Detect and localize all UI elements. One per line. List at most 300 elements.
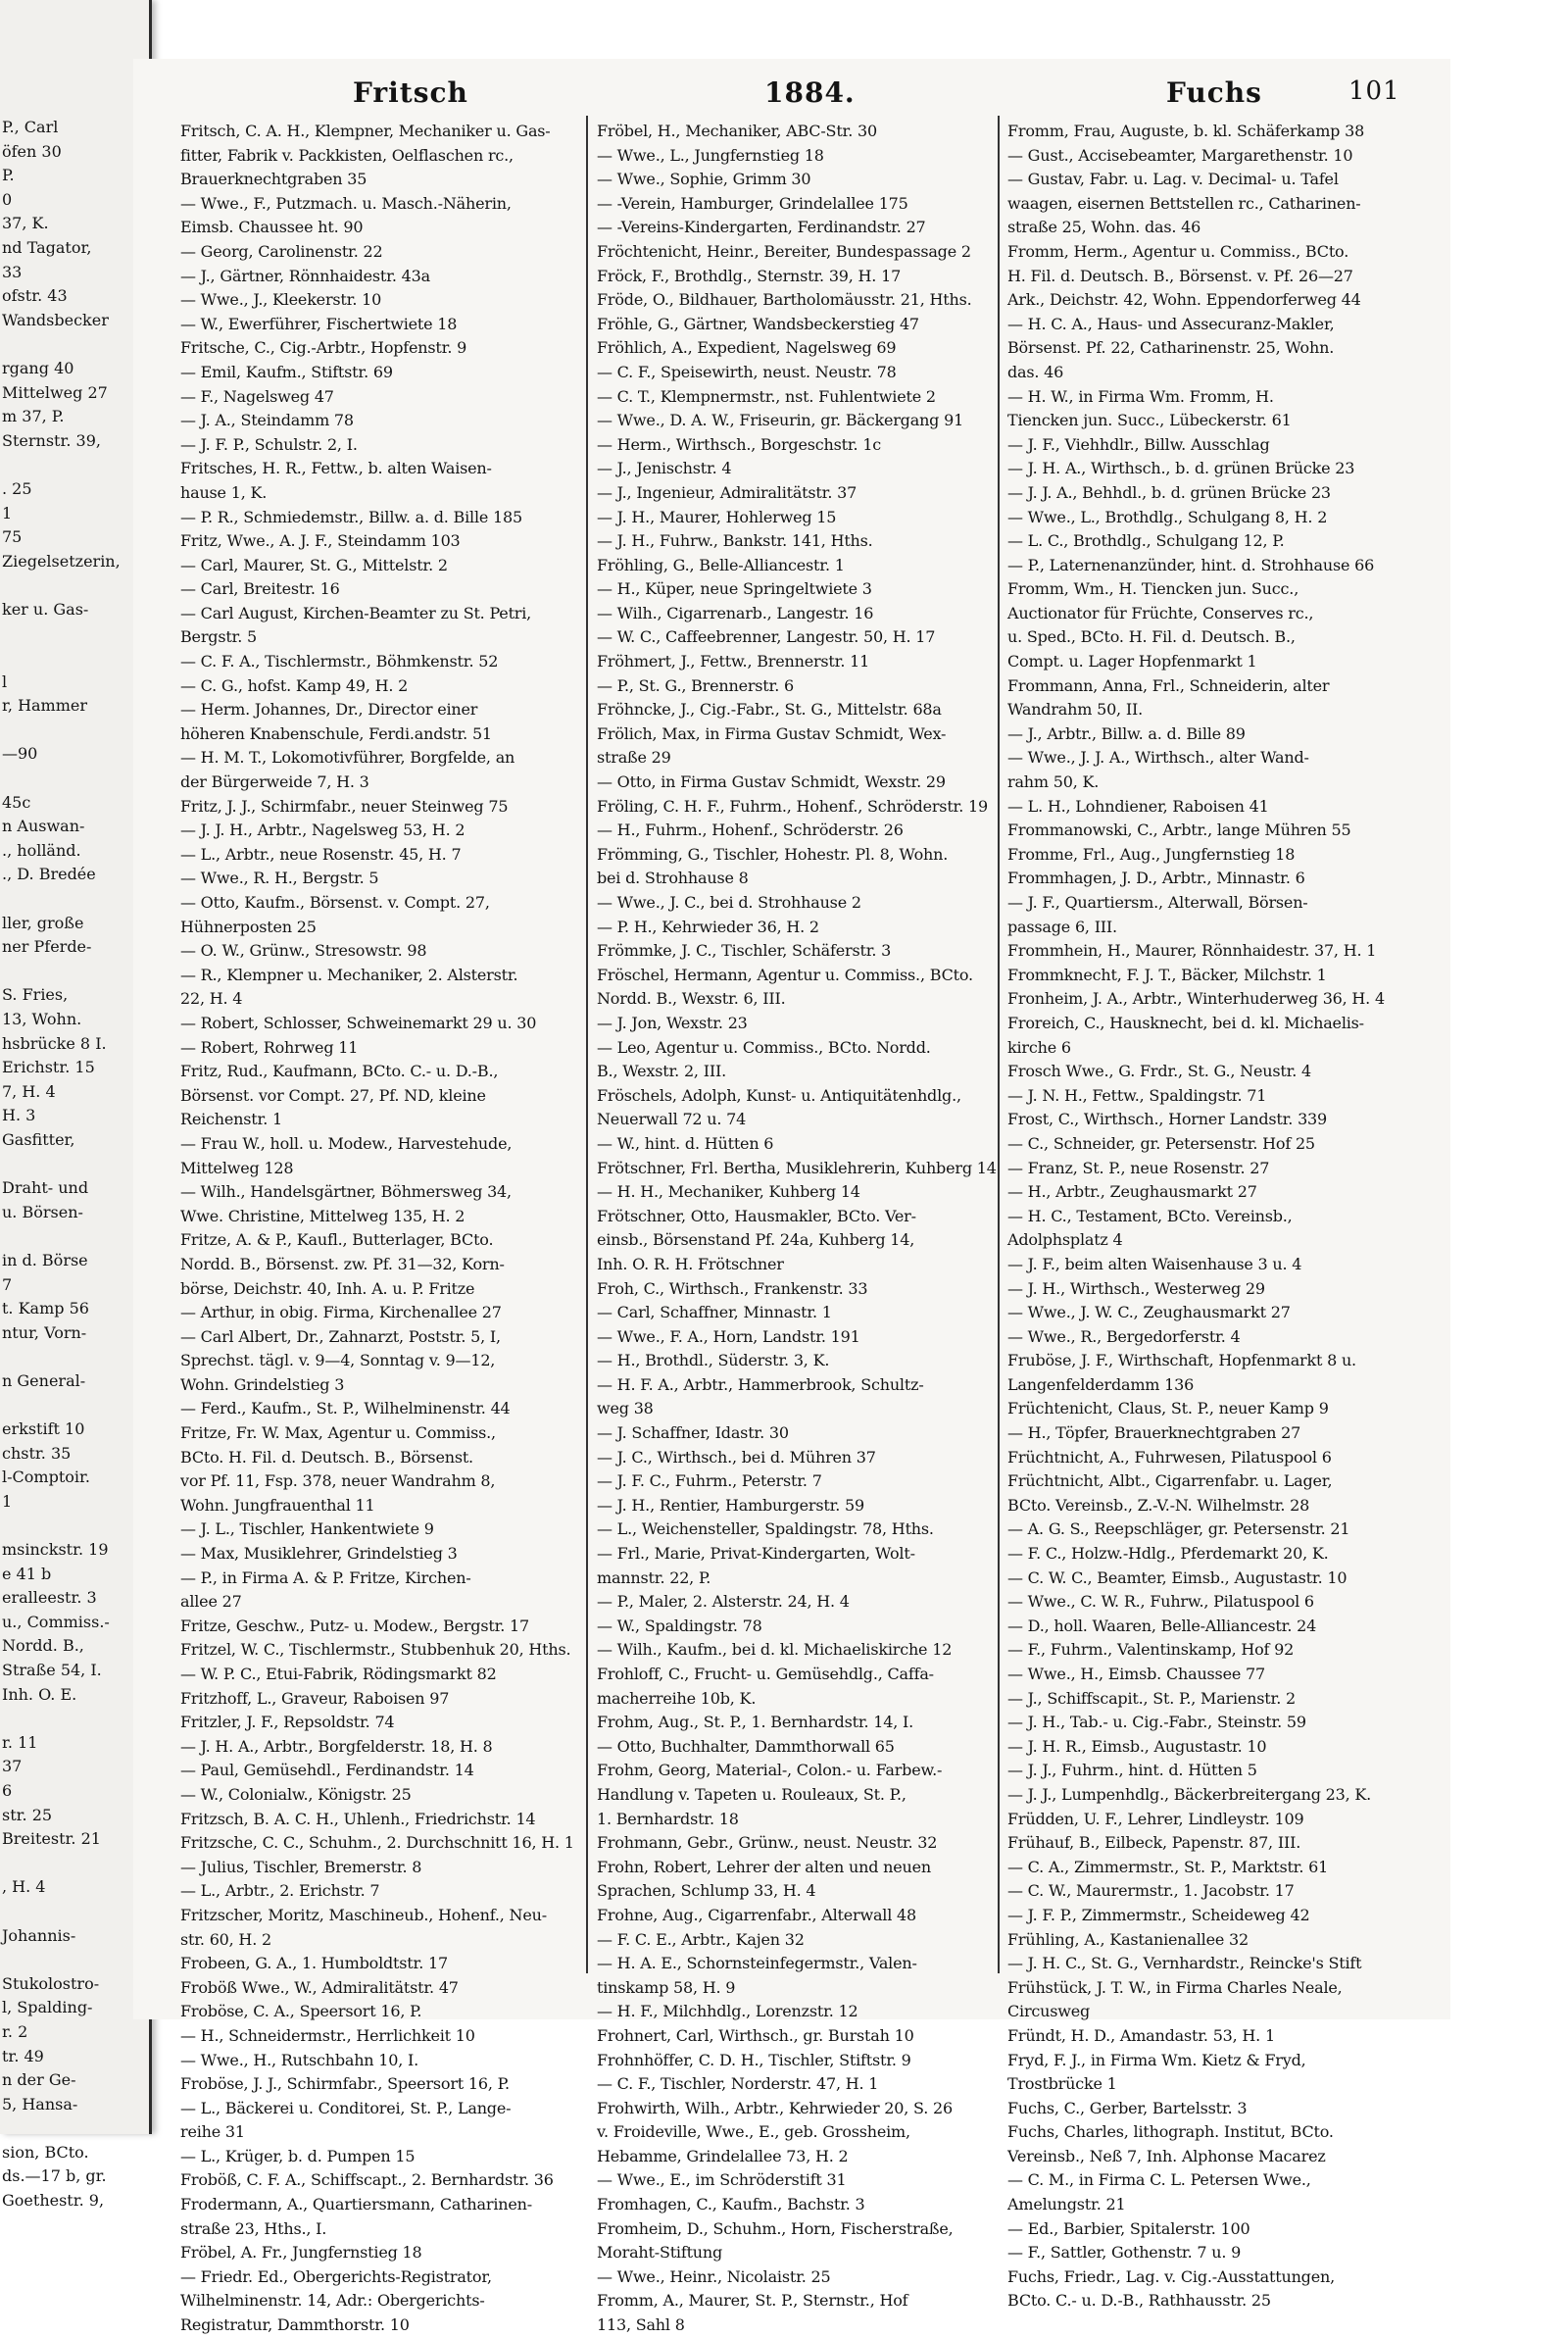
directory-entry-line: — L., Weichensteller, Spaldingstr. 78, Hths. (597, 1519, 934, 1539)
directory-entry-line: Fründt, H. D., Amandastr. 53, H. 1 (1007, 2025, 1275, 2045)
directory-entry-line: — J. F. P., Schulstr. 2, I. (180, 434, 358, 454)
facing-page-line (2, 573, 139, 598)
directory-entry-line: — Herm. Johannes, Dr., Director einer (180, 700, 478, 720)
facing-page-line: Gasfitter, (2, 1129, 75, 1149)
facing-page-line: Sternstr. 39, (2, 430, 101, 450)
directory-entry-line: — L., Arbtr., neue Rosenstr. 45, H. 7 (180, 844, 462, 864)
directory-entry-line: Fröhmert, J., Fettw., Brennerstr. 11 (597, 652, 870, 672)
facing-page-line: l, Spalding- (2, 1998, 93, 2017)
facing-page-line: , H. 4 (2, 1877, 46, 1897)
directory-entry-line: Registratur, Dammthorstr. 10 (180, 2315, 410, 2335)
directory-entry-line: macherreihe 10b, K. (597, 1688, 757, 1708)
directory-entry-line: Sprachen, Schlump 33, H. 4 (597, 1881, 816, 1901)
directory-entry-line: Frohnhöffer, C. D. H., Tischler, Stiftstr. 9 (597, 2050, 911, 2069)
directory-entry-line: Fröschel, Hermann, Agentur u. Commiss., BCto. (597, 965, 973, 984)
facing-page-line: chstr. 35 (2, 1443, 72, 1463)
directory-entry-line: v. Froideville, Wwe., E., geb. Grossheim, (597, 2122, 910, 2142)
facing-page-line: 7 (2, 1274, 13, 1294)
directory-entry-line: Fritze, Geschw., Putz- u. Modew., Bergstr. 17 (180, 1616, 530, 1635)
facing-page-line: öfen 30 (2, 141, 62, 161)
facing-page-line: Ziegelsetzerin, (2, 551, 121, 571)
directory-entry-line: Frühstück, J. T. W., in Firma Charles Neale, (1007, 1977, 1343, 1997)
directory-entry-line: — H., Küper, neue Springeltwiete 3 (597, 579, 872, 599)
directory-entry-line: Frühling, A., Kastanienallee 32 (1007, 1929, 1249, 1949)
directory-entry-line: Früdden, U. F., Lehrer, Lindleystr. 109 (1007, 1809, 1304, 1828)
directory-entry-line: Fritsch, C. A. H., Klempner, Mechaniker u. Gas- (180, 122, 551, 140)
directory-entry-line: Fröbel, A. Fr., Jungfernstieg 18 (180, 2243, 422, 2263)
facing-page-line: Nordd. B., (2, 1636, 84, 1656)
directory-entry-line: Mittelweg 128 (180, 1158, 294, 1177)
directory-entry-line: Sprechst. tägl. v. 9—4, Sonntag v. 9—12, (180, 1351, 496, 1370)
directory-entry-line: Fröbel, H., Mechaniker, ABC-Str. 30 (597, 122, 877, 140)
facing-page-line: . 25 (2, 478, 32, 498)
running-head-left: Fritsch (353, 76, 468, 109)
directory-entry-line: Nordd. B., Wexstr. 6, III. (597, 989, 786, 1009)
directory-entry-line: — H., Fuhrm., Hohenf., Schröderstr. 26 (597, 821, 904, 840)
directory-entry-line: — J. H. R., Eimsb., Augustastr. 10 (1007, 1736, 1267, 1756)
column-divider (998, 116, 1000, 1973)
facing-page-line: Inh. O. E. (2, 1684, 77, 1704)
facing-page-line: 6 (2, 1780, 13, 1800)
directory-entry-line: kirche 6 (1007, 1037, 1071, 1057)
directory-entry-line: — Wilh., Kaufm., bei d. kl. Michaeliskirche 12 (597, 1640, 953, 1660)
directory-entry-line: — C. T., Klempnermstr., nst. Fuhlentwiete 2 (597, 386, 936, 406)
directory-entry-line: Adolphsplatz 4 (1007, 1230, 1123, 1250)
directory-entry-line: Wandrahm 50, II. (1007, 700, 1143, 720)
facing-page-line: ., D. Bredée (2, 865, 96, 884)
facing-page-line: 1 (2, 503, 13, 522)
directory-entry-line: Fritzscher, Moritz, Maschineub., Hohenf., Neu- (180, 1905, 547, 1924)
facing-page-line: nd Tagator, (2, 237, 92, 257)
directory-entry-line: passage 6, III. (1007, 917, 1117, 936)
directory-entry-line: — Herm., Wirthsch., Borgeschstr. 1c (597, 434, 882, 454)
directory-entry-line: 1. Bernhardstr. 18 (597, 1809, 739, 1828)
directory-entry-line: — H., Arbtr., Zeughausmarkt 27 (1007, 1182, 1257, 1202)
directory-entry-line: — J. F. C., Fuhrm., Peterstr. 7 (597, 1471, 822, 1491)
facing-page-line: m 37, P. (2, 407, 65, 426)
directory-entry-line: — Otto, Buchhalter, Dammthorwall 65 (597, 1736, 895, 1756)
facing-page-line: ker u. Gas- (2, 599, 89, 619)
column-divider (586, 116, 588, 1973)
directory-entry-line: — L., Bäckerei u. Conditorei, St. P., Lange- (180, 2098, 512, 2117)
facing-page-line: P., Carl (2, 118, 59, 136)
facing-page-line: ntur, Vorn- (2, 1322, 87, 1342)
facing-page-line: u., Commiss.- (2, 1612, 110, 1631)
directory-entry-line: — P. H., Kehrwieder 36, H. 2 (597, 917, 819, 936)
directory-entry-line: — J., Gärtner, Rönnhaidestr. 43a (180, 266, 430, 285)
directory-entry-line: Wilhelminenstr. 14, Adr.: Obergerichts- (180, 2291, 485, 2311)
directory-entry-line: — H. F., Milchhdlg., Lorenzstr. 12 (597, 2002, 858, 2021)
directory-entry-line: Langenfelderdamm 136 (1007, 1374, 1195, 1394)
directory-entry-line: — J. H. A., Arbtr., Borgfelderstr. 18, H. 8 (180, 1736, 493, 1756)
directory-entry-line: — H. M. T., Lokomotivführer, Borgfelde, an (180, 748, 515, 768)
directory-entry-line: — J. H., Fuhrw., Bankstr. 141, Hths. (597, 531, 873, 551)
directory-entry-line: — A. G. S., Reepschläger, gr. Petersenstr. 21 (1007, 1519, 1350, 1539)
directory-entry-line: Froböß Wwe., W., Admiralitätstr. 47 (180, 1977, 459, 1997)
directory-entry-line: Frohne, Aug., Cigarrenfabr., Alterwall 48 (597, 1905, 916, 1924)
directory-entry-line: Früchtnicht, Albt., Cigarrenfabr. u. Lager, (1007, 1471, 1333, 1491)
directory-entry-line: — J. L., Tischler, Hankentwiete 9 (180, 1519, 434, 1539)
facing-page-line (2, 1345, 139, 1369)
directory-entry-line: — Wwe., Heinr., Nicolaistr. 25 (597, 2266, 831, 2286)
directory-entry-line: Frömmke, J. C., Tischler, Schäferstr. 3 (597, 941, 892, 961)
directory-entry-line: u. Sped., BCto. H. Fil. d. Deutsch. B., (1007, 627, 1296, 647)
directory-entry-line: — J., Ingenieur, Admiralitätstr. 37 (597, 482, 858, 502)
directory-entry-line: Fritzler, J. F., Repsoldstr. 74 (180, 1713, 395, 1732)
directory-entry-line: weg 38 (597, 1399, 654, 1418)
directory-entry-line: Frohwirth, Wilh., Arbtr., Kehrwieder 20, S. 26 (597, 2098, 953, 2117)
facing-page-line (2, 2116, 139, 2141)
facing-page-line: Wandsbecker (2, 310, 109, 329)
facing-page-line: S. Fries, (2, 985, 69, 1005)
directory-entry-line: Fromm, A., Maurer, St. P., Sternstr., Hof (597, 2291, 908, 2311)
directory-entry-line: — Ferd., Kaufm., St. P., Wilhelminenstr. 44 (180, 1399, 511, 1418)
directory-entry-line: Fritzsch, B. A. C. H., Uhlenh., Friedrichstr. 14 (180, 1809, 536, 1828)
directory-entry-line: reihe 31 (180, 2122, 245, 2142)
directory-entry-line: Frölich, Max, in Firma Gustav Schmidt, Wex- (597, 723, 947, 743)
facing-page-line: Goethestr. 9, (2, 2191, 105, 2211)
directory-entry-line: — C. F., Speisewirth, neust. Neustr. 78 (597, 362, 897, 381)
directory-entry-line: — J., Schiffscapit., St. P., Marienstr. 2 (1007, 1688, 1296, 1708)
directory-entry-line: Frötschner, Frl. Bertha, Musiklehrerin, Kuhberg 14 (597, 1158, 997, 1177)
directory-entry-line: — H., Brothdl., Süderstr. 3, K. (597, 1351, 830, 1370)
facing-page-line: Erichstr. 15 (2, 1058, 95, 1077)
facing-page-line: P. (2, 166, 15, 185)
directory-entry-line: — F. C., Holzw.-Hdlg., Pferdemarkt 20, K. (1007, 1544, 1329, 1564)
facing-page-line (2, 960, 139, 984)
directory-entry-line: — Wwe., D. A. W., Friseurin, gr. Bäckergang 91 (597, 411, 964, 430)
directory-entry-line: Frohn, Robert, Lehrer der alten und neuen (597, 1857, 932, 1876)
directory-entry-line: Froreich, C., Hausknecht, bei d. kl. Michaelis- (1007, 1013, 1364, 1032)
directory-entry-line: — P., St. G., Brennerstr. 6 (597, 675, 794, 695)
directory-entry-line: straße 23, Hths., I. (180, 2218, 327, 2238)
directory-entry-line: Amelungstr. 21 (1007, 2195, 1126, 2214)
directory-entry-line: — H., Töpfer, Brauerknechtgraben 27 (1007, 1423, 1301, 1443)
facing-page-line: l (2, 672, 8, 691)
directory-entry-line: Frühauf, B., Eilbeck, Papenstr. 87, III. (1007, 1833, 1301, 1853)
directory-entry-line: Früchtnicht, A., Fuhrwesen, Pilatuspool 6 (1007, 1447, 1332, 1467)
facing-page-line: hsbrücke 8 I. (2, 1033, 107, 1053)
directory-entry-line: — Wwe., F., Putzmach. u. Masch.-Näherin, (180, 193, 512, 213)
directory-entry-line: — Wwe., H., Eimsb. Chaussee 77 (1007, 1665, 1265, 1683)
directory-entry-line: Fröchtenicht, Heinr., Bereiter, Bundespassage 2 (597, 241, 971, 261)
facing-page-line: l-Comptoir. (2, 1467, 90, 1487)
directory-entry-line: — J. N. H., Fettw., Spaldingstr. 71 (1007, 1085, 1267, 1105)
directory-entry-line: Fuchs, C., Gerber, Bartelsstr. 3 (1007, 2098, 1248, 2117)
directory-entry-line: — H. C., Testament, BCto. Vereinsb., (1007, 1206, 1293, 1225)
facing-page-line: 7, H. 4 (2, 1081, 56, 1101)
directory-entry-line: Froh, C., Wirthsch., Frankenstr. 33 (597, 1278, 868, 1298)
directory-entry-line: Fritzhoff, L., Graveur, Raboisen 97 (180, 1688, 450, 1708)
facing-page-line (2, 1948, 139, 1972)
facing-page-line: 13, Wohn. (2, 1009, 82, 1028)
directory-entry-line: Frohm, Georg, Material-, Colon.- u. Farbew.- (597, 1761, 943, 1780)
directory-entry-line: — J. A., Steindamm 78 (180, 411, 354, 430)
directory-entry-line: — Wwe., Sophie, Grimm 30 (597, 170, 811, 189)
facing-page-line: Breitestr. 21 (2, 1829, 101, 1849)
facing-page-line (2, 332, 139, 357)
directory-entry-line: Fuchs, Charles, lithograph. Institut, BCto. (1007, 2122, 1334, 2142)
directory-entry-line: Frohmann, Gebr., Grünw., neust. Neustr. 32 (597, 1833, 938, 1853)
directory-entry-line: — C. W. C., Beamter, Eimsb., Augustastr. 10 (1007, 1567, 1348, 1587)
facing-page-line (2, 1514, 139, 1538)
facing-page-line: eralleestr. 3 (2, 1588, 97, 1608)
directory-entry-line: Frohloff, C., Frucht- u. Gemüsehdlg., Caffa- (597, 1665, 934, 1683)
directory-entry-line: Fritzel, W. C., Tischlermstr., Stubbenhuk 20, Hths. (180, 1640, 571, 1660)
directory-entry-line: Fryd, F. J., in Firma Wm. Kietz & Fryd, (1007, 2050, 1306, 2069)
directory-entry-line: — J. H. A., Wirthsch., b. d. grünen Brücke 23 (1007, 459, 1355, 478)
directory-entry-line: Frommann, Anna, Frl., Schneiderin, alter (1007, 675, 1330, 695)
facing-page-fragment (0, 0, 152, 2211)
directory-entry-line: — P. R., Schmiedemstr., Billw. a. d. Bille 185 (180, 507, 522, 526)
facing-page-line: ller, große (2, 913, 84, 932)
facing-page-line: Draht- und (2, 1178, 89, 1198)
directory-entry-line: — Wwe., J., Kleekerstr. 10 (180, 290, 382, 310)
directory-entry-line: mannstr. 22, P. (597, 1567, 711, 1587)
directory-entry-line: — J., Arbtr., Billw. a. d. Bille 89 (1007, 723, 1246, 743)
directory-entry-line: Fritzsche, C. C., Schuhm., 2. Durchschnitt 16, H. 1 (180, 1833, 574, 1853)
directory-entry-line: Hebamme, Grindelallee 73, H. 2 (597, 2146, 849, 2165)
directory-entry-line: — Friedr. Ed., Obergerichts-Registrator, (180, 2266, 492, 2286)
directory-entry-line: Nordd. B., Börsenst. zw. Pf. 31—32, Korn- (180, 1254, 505, 1273)
facing-page-line: n der Ge- (2, 2070, 76, 2090)
directory-entry-line: — Wwe., J. W. C., Zeughausmarkt 27 (1007, 1303, 1291, 1322)
directory-entry-line: börse, Deichstr. 40, Inh. A. u. P. Fritze (180, 1278, 475, 1298)
directory-entry-line: der Bürgerweide 7, H. 3 (180, 772, 369, 792)
directory-entry-line: Auctionator für Früchte, Conserves rc., (1007, 603, 1314, 622)
directory-entry-line: — Wwe., J. J. A., Wirthsch., alter Wand- (1007, 748, 1309, 768)
facing-page-line: Stukolostro- (2, 1973, 100, 1993)
directory-entry-line: allee 27 (180, 1592, 242, 1612)
facing-page-line: sion, BCto. (2, 2142, 89, 2162)
facing-page-lines (2, 116, 139, 2214)
directory-entry-line: Handlung v. Tapeten u. Rouleaux, St. P., (597, 1784, 906, 1804)
facing-page-line (2, 1900, 139, 1924)
directory-entry-line: — W., hint. d. Hütten 6 (597, 1133, 774, 1153)
directory-entry-line: Fröhle, G., Gärtner, Wandsbeckerstieg 47 (597, 314, 919, 333)
directory-entry-line: — W., Spaldingstr. 78 (597, 1616, 762, 1635)
directory-entry-line: — Wwe., R., Bergedorferstr. 4 (1007, 1326, 1241, 1346)
directory-entry-line: Frosch Wwe., G. Frdr., St. G., Neustr. 4 (1007, 1062, 1312, 1081)
directory-entry-line: Wwe. Christine, Mittelweg 135, H. 2 (180, 1206, 466, 1225)
facing-page-line: n Auswan- (2, 817, 85, 836)
directory-entry-line: — J. F., Viehhdlr., Billw. Ausschlag (1007, 434, 1270, 454)
directory-entry-line: — Carl, Maurer, St. G., Mittelstr. 2 (180, 555, 448, 574)
directory-entry-line: Frohm, Aug., St. P., 1. Bernhardstr. 14, I. (597, 1713, 914, 1732)
directory-entry-line: — F. C. E., Arbtr., Kajen 32 (597, 1929, 805, 1949)
directory-entry-line: 113, Sahl 8 (597, 2315, 685, 2335)
directory-entry-line: BCto. Vereinsb., Z.-V.-N. Wilhelmstr. 28 (1007, 1495, 1310, 1515)
directory-entry-line: Fritz, Rud., Kaufmann, BCto. C.- u. D.-B., (180, 1062, 499, 1081)
directory-entry-line: — Max, Musiklehrer, Grindelstieg 3 (180, 1544, 458, 1564)
directory-entry-line: BCto. H. Fil. d. Deutsch. B., Börsenst. (180, 1447, 473, 1467)
facing-page-line (2, 1153, 139, 1177)
page-number: 101 (1348, 76, 1400, 106)
directory-entry-line: höheren Knabenschule, Ferdi.andstr. 51 (180, 723, 492, 743)
directory-entry-line: Neuerwall 72 u. 74 (597, 1110, 747, 1129)
directory-entry-line: — Leo, Agentur u. Commiss., BCto. Nordd. (597, 1037, 931, 1057)
directory-entry-line: — J. Jon, Wexstr. 23 (597, 1013, 748, 1032)
running-head-year: 1884. (764, 76, 856, 109)
directory-entry-line: Compt. u. Lager Hopfenmarkt 1 (1007, 652, 1257, 672)
directory-entry-line: — Julius, Tischler, Bremerstr. 8 (180, 1857, 422, 1876)
facing-page-line: e 41 b (2, 1564, 52, 1583)
directory-entry-line: — Arthur, in obig. Firma, Kirchenallee 27 (180, 1303, 502, 1322)
directory-entry-line: — Carl August, Kirchen-Beamter zu St. Petri, (180, 603, 532, 622)
directory-entry-line: waagen, eisernen Bettstellen rc., Catharinen- (1007, 193, 1361, 213)
directory-entry-line: — Wwe., H., Rutschbahn 10, I. (180, 2050, 419, 2069)
directory-entry-line: — Gustav, Fabr. u. Lag. v. Decimal- u. Tafel (1007, 170, 1339, 189)
directory-entry-line: Wohn. Jungfrauenthal 11 (180, 1495, 375, 1515)
facing-page-line: msinckstr. 19 (2, 1540, 109, 1560)
directory-entry-line: — Wwe., L., Brothdlg., Schulgang 8, H. 2 (1007, 507, 1328, 526)
directory-entry-line: — Otto, in Firma Gustav Schmidt, Wexstr. 29 (597, 772, 946, 792)
directory-entry-line: Fromme, Frl., Aug., Jungfernstieg 18 (1007, 844, 1296, 864)
directory-entry-line: tinskamp 58, H. 9 (597, 1977, 736, 1997)
facing-page-line (2, 453, 139, 477)
facing-page-line: 37 (2, 1757, 23, 1776)
directory-column-1 (180, 120, 608, 2335)
directory-entry-line: rahm 50, K. (1007, 772, 1100, 792)
directory-entry-line: — -Vereins-Kindergarten, Ferdinandstr. 27 (597, 218, 926, 237)
directory-entry-line: Ark., Deichstr. 42, Wohn. Eppendorferweg 44 (1007, 290, 1361, 310)
directory-entry-line: Fritz, J. J., Schirmfabr., neuer Steinweg 75 (180, 796, 509, 816)
facing-page-line: erkstift 10 (2, 1419, 85, 1439)
facing-page-line: rgang 40 (2, 358, 74, 377)
directory-entry-line: Frost, C., Wirthsch., Horner Landstr. 339 (1007, 1110, 1328, 1129)
directory-entry-line: — Georg, Carolinenstr. 22 (180, 241, 383, 261)
directory-entry-line: — J. H. C., St. G., Vernhardstr., Reincke's Stift (1007, 1954, 1362, 1973)
directory-entry-line: Tiencken jun. Succ., Lübeckerstr. 61 (1007, 411, 1292, 430)
directory-entry-line: Frommhein, H., Maurer, Rönnhaidestr. 37, H. 1 (1007, 941, 1377, 961)
directory-entry-line: Fritze, Fr. W. Max, Agentur u. Commiss., (180, 1423, 496, 1443)
directory-entry-line: hause 1, K. (180, 482, 268, 502)
directory-entry-line: Fromm, Wm., H. Tiencken jun. Succ., (1007, 579, 1299, 599)
directory-entry-line: — Wwe., L., Jungfernstieg 18 (597, 145, 824, 165)
directory-entry-line: Früchtenicht, Claus, St. P., neuer Kamp 9 (1007, 1399, 1329, 1418)
directory-entry-line: — J. J. H., Arbtr., Nagelsweg 53, H. 2 (180, 821, 466, 840)
directory-entry-line: — Carl Albert, Dr., Zahnarzt, Poststr. 5, I, (180, 1326, 501, 1346)
directory-entry-line: Fromhagen, C., Kaufm., Bachstr. 3 (597, 2195, 865, 2214)
facing-page-line: Mittelweg 27 (2, 382, 108, 402)
directory-entry-line: — J. F., Quartiersm., Alterwall, Börsen- (1007, 893, 1308, 912)
facing-page-line (2, 887, 139, 912)
directory-entry-line: — C. F., Tischler, Norderstr. 47, H. 1 (597, 2074, 879, 2094)
directory-entry-line: — Wilh., Handelsgärtner, Böhmersweg 34, (180, 1182, 512, 1202)
directory-entry-line: — J. F. P., Zimmermstr., Scheideweg 42 (1007, 1905, 1310, 1924)
directory-entry-line: Circusweg (1007, 2002, 1091, 2021)
facing-page-line: str. 25 (2, 1805, 53, 1824)
directory-entry-line: — F., Fuhrm., Valentinskamp, Hof 92 (1007, 1640, 1295, 1660)
directory-entry-line: Froböse, J. J., Schirmfabr., Speersort 16, P. (180, 2074, 510, 2094)
directory-entry-line: Frohnert, Carl, Wirthsch., gr. Burstah 10 (597, 2025, 914, 2045)
facing-page-line (2, 1707, 139, 1731)
directory-entry-line: — J. H., Wirthsch., Westerweg 29 (1007, 1278, 1265, 1298)
facing-page-line (2, 767, 139, 791)
directory-entry-line: — Robert, Rohrweg 11 (180, 1037, 359, 1057)
directory-entry-line: Fromheim, D., Schuhm., Horn, Fischerstraße, (597, 2218, 954, 2238)
facing-page-line: —90 (2, 744, 38, 764)
directory-entry-line: — L. H., Lohndiener, Raboisen 41 (1007, 796, 1269, 816)
facing-page-line: 5, Hansa- (2, 2094, 78, 2114)
directory-entry-line: — H. W., in Firma Wm. Fromm, H. (1007, 386, 1274, 406)
directory-entry-line: Froböse, C. A., Speersort 16, P. (180, 2002, 422, 2021)
facing-page-line: ., holländ. (2, 840, 81, 860)
directory-entry-line: — J. H., Rentier, Hamburgerstr. 59 (597, 1495, 865, 1515)
facing-page-line: 45c (2, 792, 31, 812)
directory-entry-line: Fritsches, H. R., Fettw., b. alten Waisen- (180, 459, 492, 478)
directory-entry-line: — Wilh., Cigarrenarb., Langestr. 16 (597, 603, 874, 622)
directory-column-2 (597, 120, 1024, 2335)
directory-entry-line: — F., Sattler, Gothenstr. 7 u. 9 (1007, 2243, 1242, 2263)
facing-page-line: 1 (2, 1491, 13, 1511)
facing-page-line: 75 (2, 527, 23, 547)
directory-entry-line: — P., Laternenanzünder, hint. d. Strohhause 66 (1007, 555, 1375, 574)
directory-entry-line: Fröhling, G., Belle-Alliancestr. 1 (597, 555, 845, 574)
directory-entry-line: — Franz, St. P., neue Rosenstr. 27 (1007, 1158, 1270, 1177)
directory-entry-line: — J. C., Wirthsch., bei d. Mühren 37 (597, 1447, 876, 1467)
directory-entry-line: — Carl, Breitestr. 16 (180, 579, 340, 599)
directory-entry-line: Frömming, G., Tischler, Hohestr. Pl. 8, Wohn. (597, 844, 949, 864)
directory-entry-line: — C., Schneider, gr. Petersenstr. Hof 25 (1007, 1133, 1315, 1153)
directory-entry-line: bei d. Strohhause 8 (597, 869, 749, 888)
directory-entry-line: Fröling, C. H. F., Fuhrm., Hohenf., Schröderstr. 19 (597, 796, 988, 816)
directory-entry-line: — C. M., in Firma C. L. Petersen Wwe., (1007, 2170, 1311, 2190)
directory-entry-line: — W. C., Caffeebrenner, Langestr. 50, H. 17 (597, 627, 936, 647)
directory-entry-line: — W., Ewerführer, Fischertwiete 18 (180, 314, 458, 333)
facing-page-line: in d. Börse (2, 1250, 88, 1269)
directory-entry-line: Frobeen, G. A., 1. Humboldtstr. 17 (180, 1954, 448, 1973)
directory-entry-line: Fruböse, J. F., Wirthschaft, Hopfenmarkt 8 u. (1007, 1351, 1356, 1370)
directory-entry-line: — H. F. A., Arbtr., Hammerbrook, Schultz- (597, 1374, 924, 1394)
facing-page-line: r. 2 (2, 2021, 28, 2041)
facing-page-line (2, 646, 139, 671)
directory-entry-line: — Frau W., holl. u. Modew., Harvestehude, (180, 1133, 513, 1153)
directory-entry-line: Fuchs, Friedr., Lag. v. Cig.-Ausstattungen, (1007, 2266, 1335, 2286)
directory-entry-line: — L., Arbtr., 2. Erichstr. 7 (180, 1881, 380, 1901)
directory-entry-line: Fröck, F., Brothdlg., Sternstr. 39, H. 17 (597, 266, 902, 285)
directory-entry-line: — Ed., Barbier, Spitalerstr. 100 (1007, 2218, 1250, 2238)
facing-page-line: H. 3 (2, 1106, 36, 1125)
facing-page-line (2, 622, 139, 646)
directory-entry-line: str. 60, H. 2 (180, 1929, 271, 1949)
directory-entry-line: straße 25, Wohn. das. 46 (1007, 218, 1201, 237)
directory-entry-line: Wohn. Grindelstieg 3 (180, 1374, 345, 1394)
directory-entry-line: — F., Nagelsweg 47 (180, 386, 334, 406)
directory-entry-line: Fröschels, Adolph, Kunst- u. Antiquitätenhdlg., (597, 1085, 961, 1105)
facing-page-line: n General- (2, 1370, 86, 1390)
directory-entry-line: Trostbrücke 1 (1007, 2074, 1117, 2094)
directory-entry-line: einsb., Börsenstand Pf. 24a, Kuhberg 14, (597, 1230, 915, 1250)
directory-entry-line: Fritze, A. & P., Kaufl., Butterlager, BCto. (180, 1230, 494, 1250)
directory-entry-line: — L. C., Brothdlg., Schulgang 12, P. (1007, 531, 1285, 551)
facing-page-line: ofstr. 43 (2, 286, 68, 306)
directory-entry-line: — J. J., Fuhrm., hint. d. Hütten 5 (1007, 1761, 1257, 1780)
directory-entry-line: Fröhlich, A., Expedient, Nagelsweg 69 (597, 338, 897, 358)
directory-entry-line: — Carl, Schaffner, Minnastr. 1 (597, 1303, 832, 1322)
directory-entry-line: — J. F., beim alten Waisenhause 3 u. 4 (1007, 1254, 1302, 1273)
directory-entry-line: Fromm, Herm., Agentur u. Commiss., BCto. (1007, 241, 1349, 261)
directory-entry-line: — H. H., Mechaniker, Kuhberg 14 (597, 1182, 860, 1202)
directory-entry-line: — P., in Firma A. & P. Fritze, Kirchen- (180, 1567, 471, 1587)
directory-entry-line: — C. W., Maurermstr., 1. Jacobstr. 17 (1007, 1881, 1295, 1901)
directory-entry-line: — Wwe., J. C., bei d. Strohhause 2 (597, 893, 861, 912)
facing-page-line: 37, K. (2, 214, 49, 233)
facing-page-line: u. Börsen- (2, 1202, 83, 1221)
directory-entry-line: 22, H. 4 (180, 989, 243, 1009)
directory-entry-line: Eimsb. Chaussee ht. 90 (180, 218, 364, 237)
directory-entry-line: — J. J., Lumpenhdlg., Bäckerbreitergang 23, K. (1007, 1784, 1372, 1804)
